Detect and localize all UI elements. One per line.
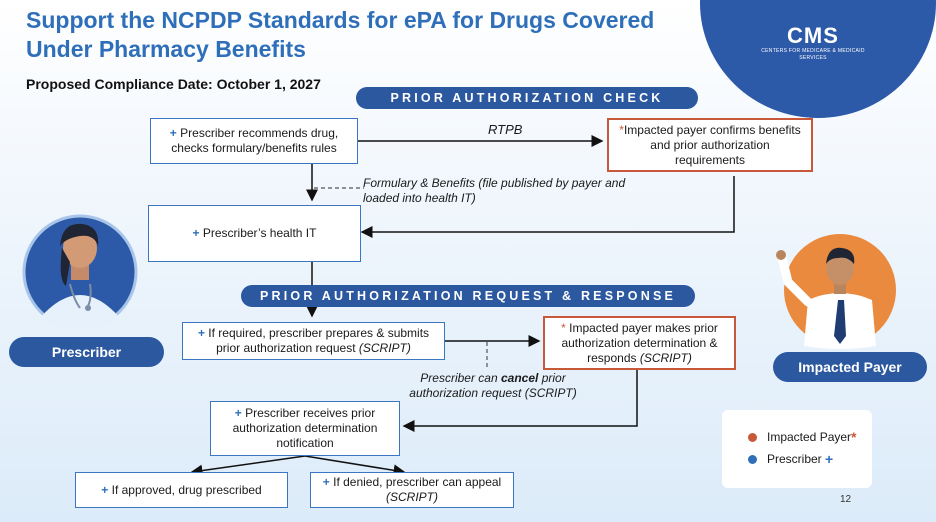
cms-logo-tagline: CENTERS FOR MEDICARE & MEDICAID SERVICES bbox=[761, 48, 865, 61]
step-payer-confirms: *Impacted payer confirms benefits and prior authorization requirements bbox=[607, 118, 813, 172]
page-subtitle: Proposed Compliance Date: October 1, 2027 bbox=[26, 76, 321, 92]
step-prescriber-submits-request: + If required, prescriber prepares & submits prior authorization request (SCRIPT) bbox=[182, 322, 445, 360]
legend-item-payer: Impacted Payer * bbox=[748, 426, 872, 448]
impacted-payer-avatar bbox=[776, 234, 896, 349]
step-prescriber-health-it: + Prescriber’s health IT bbox=[148, 205, 361, 262]
prescriber-dot-icon bbox=[748, 455, 757, 464]
payer-dot-icon bbox=[748, 433, 757, 442]
note-cancel-request: Prescriber can cancel prior authorization request (SCRIPT) bbox=[409, 371, 577, 400]
arrow-to-denied bbox=[305, 456, 404, 472]
section-prior-auth-check: PRIOR AUTHORIZATION CHECK bbox=[356, 87, 698, 109]
legend bbox=[722, 410, 872, 488]
prescriber-label: Prescriber bbox=[9, 337, 164, 367]
step-if-denied: + If denied, prescriber can appeal (SCRIPT) bbox=[310, 472, 514, 508]
step-if-approved: + If approved, drug prescribed bbox=[75, 472, 288, 508]
section-prior-auth-request-response: PRIOR AUTHORIZATION REQUEST & RESPONSE bbox=[241, 285, 695, 307]
prescriber-avatar bbox=[24, 216, 136, 330]
page-number: 12 bbox=[840, 494, 852, 505]
impacted-payer-label: Impacted Payer bbox=[773, 352, 927, 382]
legend-item-prescriber: Prescriber + bbox=[748, 448, 872, 470]
note-formulary-benefits: Formulary & Benefits (file published by payer and loaded into health IT) bbox=[363, 176, 626, 205]
arrow-to-approved bbox=[192, 456, 305, 472]
step-prescriber-receives-notification: + Prescriber receives prior authorization determination notification bbox=[210, 401, 400, 456]
step-prescriber-recommends: + Prescriber recommends drug, checks formulary/benefits rules bbox=[150, 118, 358, 164]
cms-logo-text: CMS bbox=[787, 23, 839, 48]
step-payer-determination: * Impacted payer makes prior authorization determination & responds (SCRIPT) bbox=[543, 316, 736, 370]
note-rtpb: RTPB bbox=[488, 122, 523, 137]
page-title: Support the NCPDP Standards for ePA for Drugs Covered Under Pharmacy Benefits bbox=[26, 7, 655, 62]
